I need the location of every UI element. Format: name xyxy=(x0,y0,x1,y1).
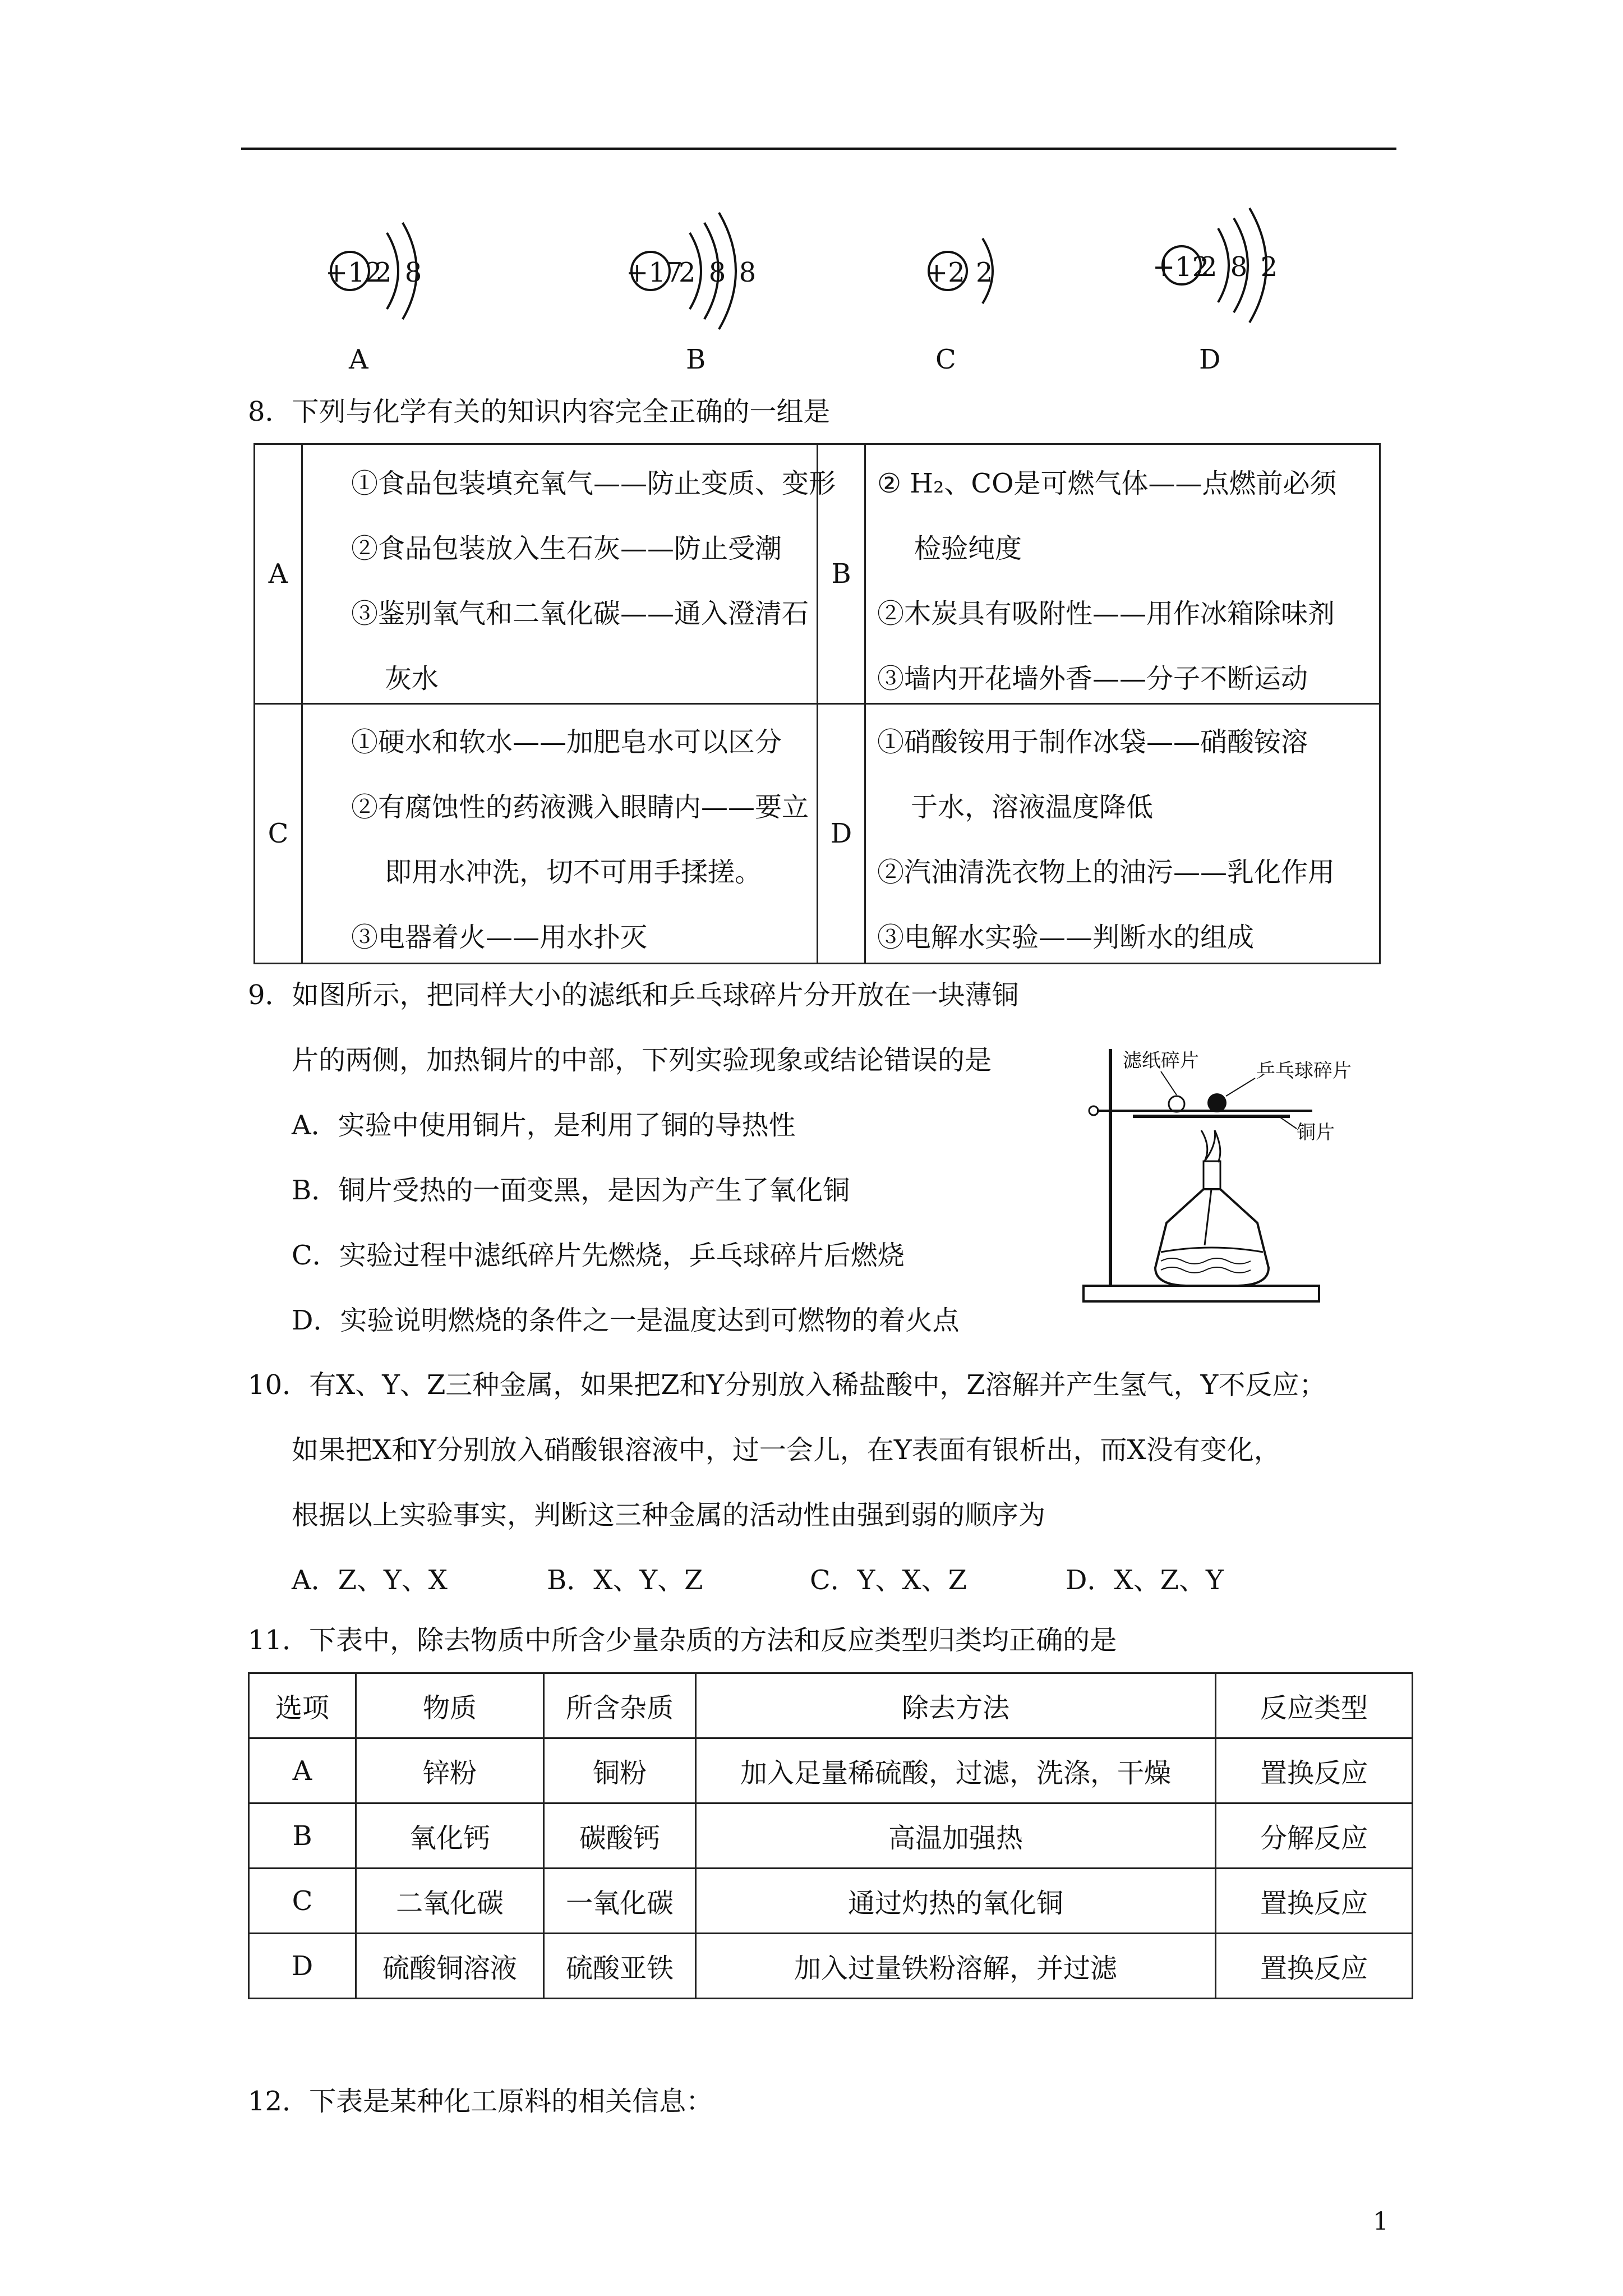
q8-c-line-3: 即用水冲洗，切不可用手揉搓。 xyxy=(385,857,762,888)
q11-cell: 置换反应 xyxy=(1216,1869,1413,1934)
page-number: 1 xyxy=(1373,2207,1389,2236)
q11-header-substance: 物质 xyxy=(356,1673,544,1738)
q11-cell: 硫酸铜溶液 xyxy=(356,1934,544,1999)
q9-option-b: B．铜片受热的一面变黑，是因为产生了氧化铜 xyxy=(292,1175,850,1206)
atom-d-label: D xyxy=(1199,344,1221,375)
q11-cell: 通过灼热的氧化铜 xyxy=(696,1869,1216,1934)
q8-d-line-4: ③电解水实验——判断水的组成 xyxy=(877,922,1255,953)
q8-option-c-label: C xyxy=(255,704,302,964)
q11-table xyxy=(248,1672,1413,1999)
table-row xyxy=(249,1869,1413,1934)
q8-d-line-2: 于水，溶液温度降低 xyxy=(911,792,1154,823)
q8-option-c-cell xyxy=(302,704,818,964)
atom-c-label: C xyxy=(935,344,956,375)
atom-c-nucleus: +2 xyxy=(925,257,965,288)
atom-b-shells: 2 8 8 xyxy=(679,257,759,288)
q11-header-method: 除去方法 xyxy=(696,1673,1216,1738)
q12-stem: 12．下表是某种化工原料的相关信息： xyxy=(248,2086,713,2117)
q11-cell: 铜粉 xyxy=(544,1738,696,1803)
q8-b-line-1: ② H₂、CO是可燃气体——点燃前必须 xyxy=(877,468,1337,499)
q8-stem: 8．下列与化学有关的知识内容完全正确的一组是 xyxy=(248,396,831,427)
q11-cell: 置换反应 xyxy=(1216,1934,1413,1999)
q11-cell: 高温加强热 xyxy=(696,1803,1216,1869)
q8-option-b-label: B xyxy=(818,444,865,704)
q9-stem-line-1: 9．如图所示，把同样大小的滤纸和乒乓球碎片分开放在一块薄铜 xyxy=(248,979,1019,1011)
q8-option-b-cell xyxy=(865,444,1380,704)
q10-line-3: 根据以上实验事实，判断这三种金属的活动性由强到弱的顺序为 xyxy=(292,1499,1046,1531)
atom-b-nucleus: +17 xyxy=(626,257,683,288)
atom-a-shells: 2 8 xyxy=(375,257,425,288)
q8-c-line-2: ②有腐蚀性的药液溅入眼睛内——要立 xyxy=(351,792,809,823)
q11-header-option: 选项 xyxy=(249,1673,356,1738)
q11-header-reaction-type: 反应类型 xyxy=(1216,1673,1413,1738)
q11-header-row xyxy=(249,1673,1413,1738)
atom-a-nucleus: +12 xyxy=(325,257,382,288)
q8-d-line-3: ②汽油清洗衣物上的油污——乳化作用 xyxy=(877,857,1335,888)
q8-c-line-4: ③电器着火——用水扑灭 xyxy=(351,922,648,953)
pingpong-label: 乒乓球碎片 xyxy=(1256,1060,1352,1082)
q11-cell: D xyxy=(249,1934,356,1999)
q11-stem: 11．下表中，除去物质中所含少量杂质的方法和反应类型归类均正确的是 xyxy=(248,1625,1117,1656)
q11-cell: 碳酸钙 xyxy=(544,1803,696,1869)
q8-c-line-1: ①硬水和软水——加肥皂水可以区分 xyxy=(351,726,782,758)
q10-line-1: 10．有X、Y、Z三种金属，如果把Z和Y分别放入稀盐酸中，Z溶解并产生氢气，Y不反应； xyxy=(248,1369,1326,1401)
q10-option-a: A．Z、Y、X xyxy=(292,1565,448,1596)
q11-cell: 加入过量铁粉溶解，并过滤 xyxy=(696,1934,1216,1999)
q11-cell: 一氧化碳 xyxy=(544,1869,696,1934)
atom-diagrams xyxy=(303,199,1424,379)
q9-apparatus-figure xyxy=(1077,1032,1391,1313)
q8-a-line-3: ③鉴别氧气和二氧化碳——通入澄清石 xyxy=(351,598,809,629)
header-rule xyxy=(241,148,1396,150)
q8-b-line-2: 检验纯度 xyxy=(914,533,1022,564)
q10-option-b: B．X、Y、Z xyxy=(547,1565,703,1596)
q11-cell: 分解反应 xyxy=(1216,1803,1413,1869)
q10-option-d: D．X、Z、Y xyxy=(1066,1565,1224,1596)
q9-option-c: C．实验过程中滤纸碎片先燃烧，乒乓球碎片后燃烧 xyxy=(292,1240,905,1271)
q11-cell: 锌粉 xyxy=(356,1738,544,1803)
q8-a-line-2: ②食品包装放入生石灰——防止受潮 xyxy=(351,533,782,564)
q8-b-line-3: ②木炭具有吸附性——用作冰箱除味剂 xyxy=(877,598,1335,629)
q9-option-d: D．实验说明燃烧的条件之一是温度达到可燃物的着火点 xyxy=(292,1305,960,1336)
atom-b-label: B xyxy=(686,344,706,375)
q8-a-line-1: ①食品包装填充氧气——防止变质、变形 xyxy=(351,468,836,499)
copper-sheet-label: 铜片 xyxy=(1297,1121,1335,1144)
table-row xyxy=(249,1934,1413,1999)
q8-option-a-label: A xyxy=(255,444,302,704)
q8-option-d-cell xyxy=(865,704,1380,964)
q11-cell: 氧化钙 xyxy=(356,1803,544,1869)
table-row xyxy=(249,1803,1413,1869)
q11-cell: 置换反应 xyxy=(1216,1738,1413,1803)
q11-cell: B xyxy=(249,1803,356,1869)
atom-d-shells: 2 8 2 xyxy=(1200,251,1280,283)
q10-line-2: 如果把X和Y分别放入硝酸银溶液中，过一会儿，在Y表面有银析出，而X没有变化， xyxy=(292,1434,1281,1466)
q10-option-c: C．Y、X、Z xyxy=(810,1565,967,1596)
q8-d-line-1: ①硝酸铵用于制作冰袋——硝酸铵溶 xyxy=(877,726,1308,758)
q11-cell: A xyxy=(249,1738,356,1803)
atom-d-nucleus: +12 xyxy=(1152,251,1210,283)
q11-cell: 硫酸亚铁 xyxy=(544,1934,696,1999)
q11-header-impurity: 所含杂质 xyxy=(544,1673,696,1738)
q11-cell: C xyxy=(249,1869,356,1934)
q11-cell: 二氧化碳 xyxy=(356,1869,544,1934)
q8-option-d-label: D xyxy=(818,704,865,964)
q8-option-a-cell xyxy=(302,444,836,704)
q8-table xyxy=(253,443,1381,964)
atom-a-label: A xyxy=(349,344,368,375)
filter-paper-label: 滤纸碎片 xyxy=(1123,1050,1199,1072)
table-row xyxy=(249,1738,1413,1803)
q11-cell: 加入足量稀硫酸，过滤，洗涤，干燥 xyxy=(696,1738,1216,1803)
q9-stem-line-2: 片的两侧，加热铜片的中部，下列实验现象或结论错误的是 xyxy=(292,1045,992,1076)
atom-c-shells: 2 xyxy=(976,257,993,288)
q8-a-line-4: 灰水 xyxy=(385,663,439,694)
q8-b-line-4: ③墙内开花墙外香——分子不断运动 xyxy=(877,663,1308,694)
q9-option-a: A．实验中使用铜片，是利用了铜的导热性 xyxy=(292,1110,796,1141)
